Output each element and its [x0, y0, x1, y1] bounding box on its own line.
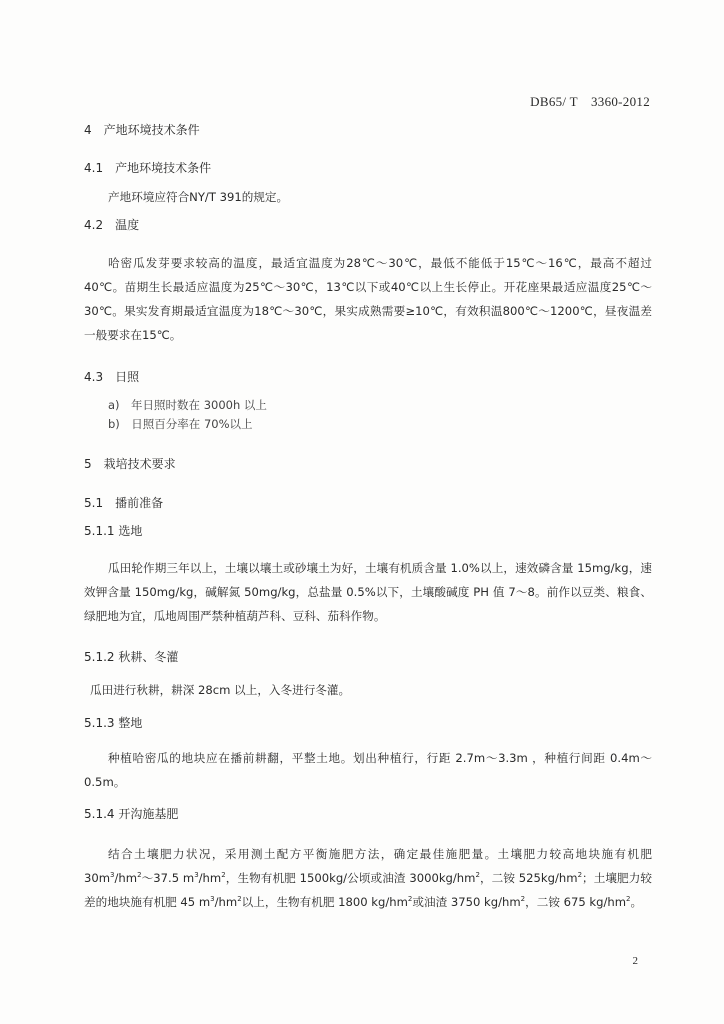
section-4-2-text: 哈密瓜发芽要求较高的温度，最适宜温度为28℃～30℃，最低不能低于15℃～16℃，最高不超过40℃。苗期生长最适应温度为25℃～30℃，13℃以下或40℃以上生长停止。开花座果最适应温度25℃～30℃。果实发育期最适宜温度为18℃～30℃，果实成熟需要≥10℃，有效积温800℃～1200℃，昼夜温差一般要求在15℃。: [84, 256, 652, 342]
section-4-2-title: 4.2 温度: [84, 218, 140, 232]
section-5-title: 5 栽培技术要求: [84, 457, 176, 471]
list-item: b) 日照百分率在 70%以上: [108, 417, 253, 431]
section-4-3-title: 4.3 日照: [84, 370, 140, 384]
page-number: 2: [632, 955, 638, 967]
section-5-1-3-title: 5.1.3 整地: [84, 716, 143, 730]
section-5-1-3-text: 种植哈密瓜的地块应在播前耕翻，平整土地。划出种植行，行距 2.7m～3.3m ，种植行间距 0.4m～0.5m。: [84, 751, 652, 789]
section-5-1-2-text: 瓜田进行秋耕，耕深 28cm 以上，入冬进行冬灌。: [90, 683, 351, 697]
section-4-1-title: 4.1 产地环境技术条件: [84, 161, 212, 175]
section-4-1-text: 产地环境应符合NY/T 391的规定。: [108, 190, 289, 204]
section-5-1-1-text: 瓜田轮作期三年以上，土壤以壤土或砂壤土为好，土壤有机质含量 1.0%以上，速效磷含量 15mg/kg，速效钾含量 150mg/kg，碱解氮 50mg/kg，总盐量 0.5%以下，土壤酸碱度 PH 值 7～8。前作以豆类、粮食、绿肥地为宜，瓜地周围严禁种植葫芦科、豆科、茄科作物。: [84, 561, 652, 623]
section-4-title: 4 产地环境技术条件: [84, 123, 200, 137]
section-5-1-title: 5.1 播前准备: [84, 496, 164, 510]
section-5-1-4-title: 5.1.4 开沟施基肥: [84, 807, 179, 821]
section-5-1-1-title: 5.1.1 选地: [84, 524, 143, 538]
section-5-1-2-title: 5.1.2 秋耕、冬灌: [84, 650, 179, 664]
section-5-1-4-text: 结合土壤肥力状况，采用测土配方平衡施肥方法，确定最佳施肥量。土壤肥力较高地块施有机肥 $30m^3/hm^2\sim 37.5$ $m^3/hm^2$，生物有机肥 1500kg/公顷或油渣 $3000kg/hm^2$，二铵 $525kg/hm^2$；土壤肥力较差的地块施有机肥 45 $m^3/hm^2$以上，生物有机肥 1800 $kg/hm^2$或油渣 3750 $kg/hm^2$，二铵 675 $kg/hm^2$。: [84, 847, 653, 909]
standard-code: DB65/ T 3360-2012: [530, 94, 650, 109]
list-item: a) 年日照时数在 3000h 以上: [108, 398, 267, 412]
